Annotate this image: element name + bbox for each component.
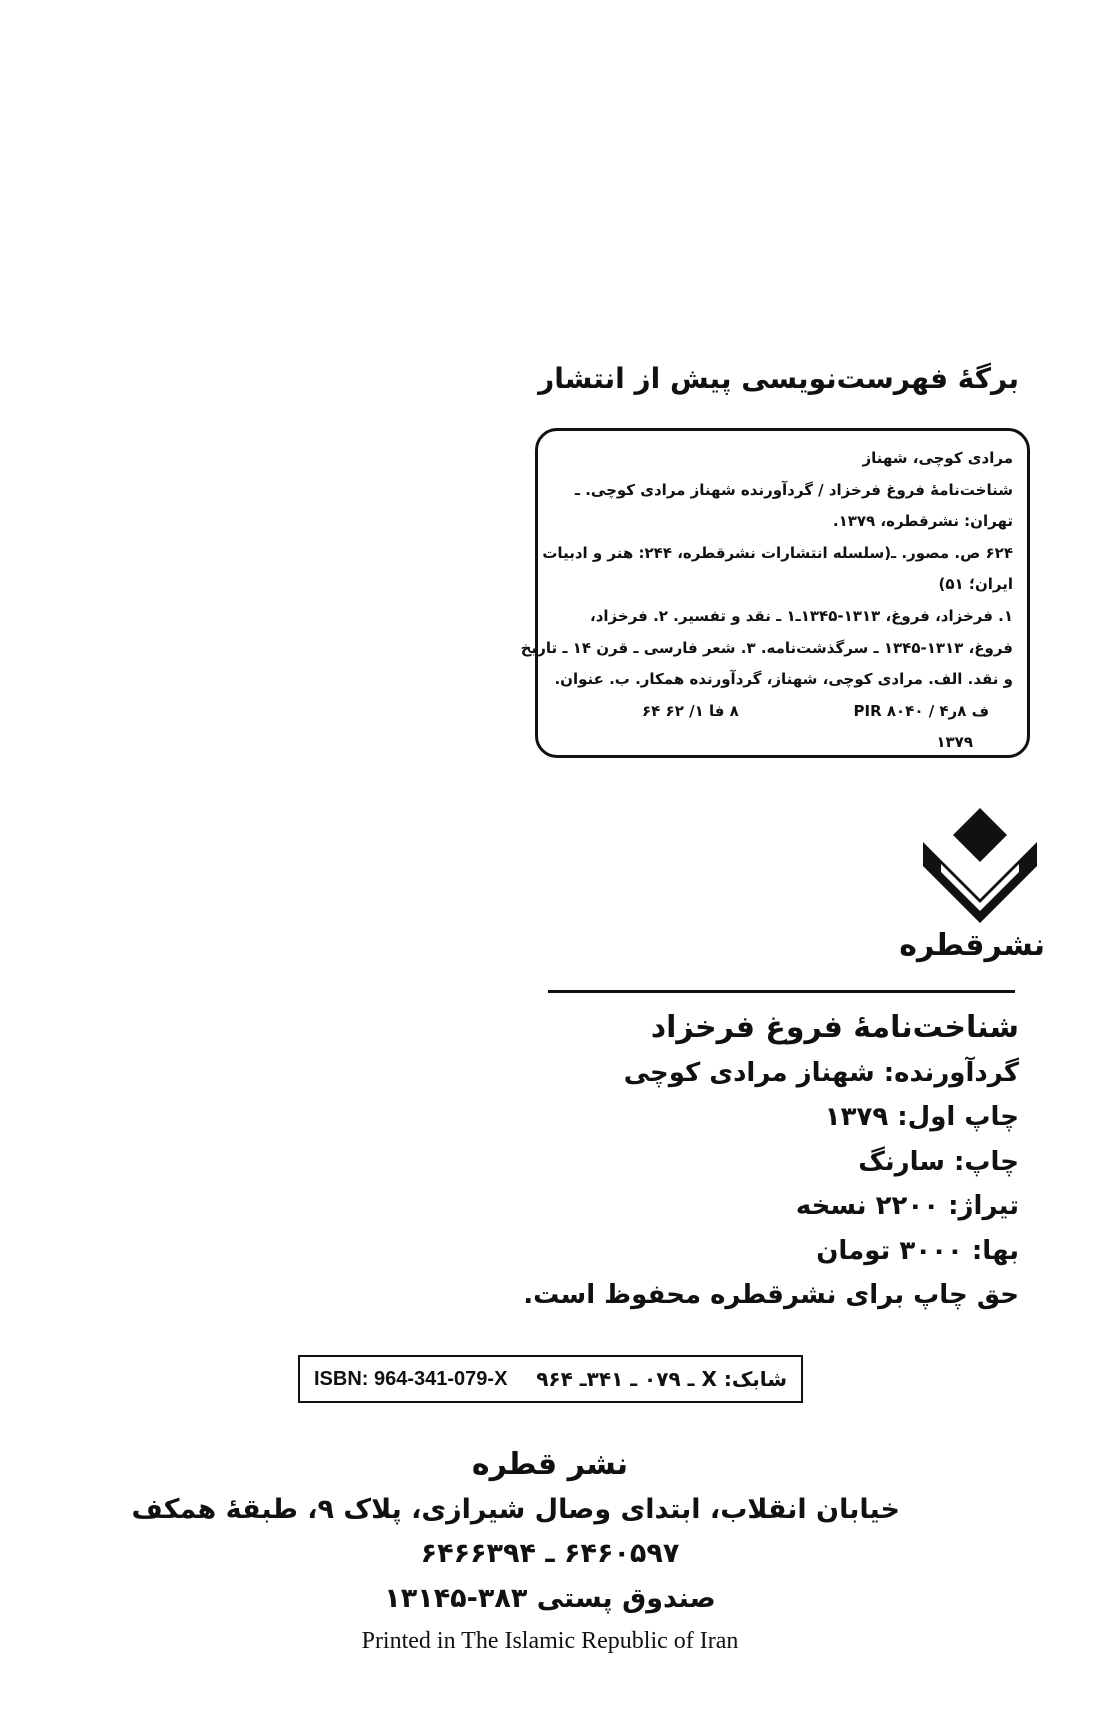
book-title: شناخت‌نامهٔ فروغ فرخزاد	[650, 1010, 1019, 1045]
cip-line: شناخت‌نامهٔ فروغ فرخزاد / گردآورنده شهناز مرادی کوچی. ـ	[574, 480, 1013, 499]
print-run: تیراژ: ۲۲۰۰ نسخه	[795, 1191, 1019, 1221]
isbn-latin: ISBN: 964-341-079-X	[314, 1367, 508, 1390]
nashr-ghatreh-logo-icon	[915, 808, 1045, 926]
copyright-notice: حق چاپ برای نشرقطره محفوظ است.	[523, 1280, 1019, 1310]
publisher-name: نشر قطره	[471, 1447, 629, 1482]
cip-line: تهران: نشرقطره، ۱۳۷۹.	[832, 512, 1013, 531]
cip-heading: برگهٔ فهرست‌نویسی پیش از انتشار	[538, 362, 1019, 395]
publisher-info	[131, 1443, 900, 1621]
cip-line: ایران؛ ۵۱)	[938, 575, 1013, 594]
publisher-phones: ۶۴۶۰۵۹۷ ـ ۶۴۶۶۳۹۴	[420, 1538, 680, 1569]
publisher-po-box: صندوق پستی ۳۸۳-۱۳۱۴۵	[384, 1582, 716, 1614]
publisher-address: خیابان انقلاب، ابتدای وصال شیرازی، پلاک ۹، طبقهٔ همکف	[131, 1493, 900, 1525]
colophon	[499, 1006, 1019, 1318]
isbn-box	[298, 1355, 803, 1403]
cip-line: ۶۲۴ ص. مصور. ـ(سلسله انتشارات نشرقطره، ۲۴۴: هنر و ادبیات	[542, 543, 1013, 562]
cip-call-number: PIR ۸۰۴۰ / ۴ف ۸ر	[853, 701, 989, 720]
printer: چاپ: سارنگ	[858, 1146, 1019, 1177]
cip-line: فروغ، ۱۳۱۳-۱۳۴۵ ـ سرگذشت‌نامه. ۳. شعر فارسی ـ قرن ۱۴ ـ تاریخ	[520, 638, 1013, 657]
printed-in: Printed in The Islamic Republic of Iran	[361, 1628, 739, 1654]
cip-line: و نقد. الف. مرادی کوچی، شهناز، گردآورنده همکار. ب. عنوان.	[554, 670, 1013, 689]
cip-line: مرادی کوچی، شهناز	[862, 449, 1013, 467]
cip-record-box	[520, 428, 1030, 758]
publisher-logo	[899, 808, 1045, 978]
isbn-persian: شابک: X ـ ۰۷۹ ـ ۳۴۱ـ ۹۶۴	[536, 1367, 787, 1391]
divider	[548, 990, 1015, 993]
price: بها: ۳۰۰۰ تومان	[816, 1235, 1019, 1266]
cip-year: ۱۳۷۹	[936, 733, 973, 752]
logo-text: نشرقطره	[899, 928, 1045, 963]
cip-dewey-number: ۸ فا ۱/ ۶۲ ۶۴	[642, 701, 739, 720]
edition: چاپ اول: ۱۳۷۹	[824, 1102, 1019, 1132]
compiler: گردآورنده: شهناز مرادی کوچی	[623, 1057, 1019, 1088]
cip-classification	[552, 696, 1013, 728]
cip-line: ۱. فرخزاد، فروغ، ۱۳۱۳-۱۳۴۵ـ۱ ـ نقد و تفسیر. ۲. فرخزاد،	[590, 606, 1013, 625]
